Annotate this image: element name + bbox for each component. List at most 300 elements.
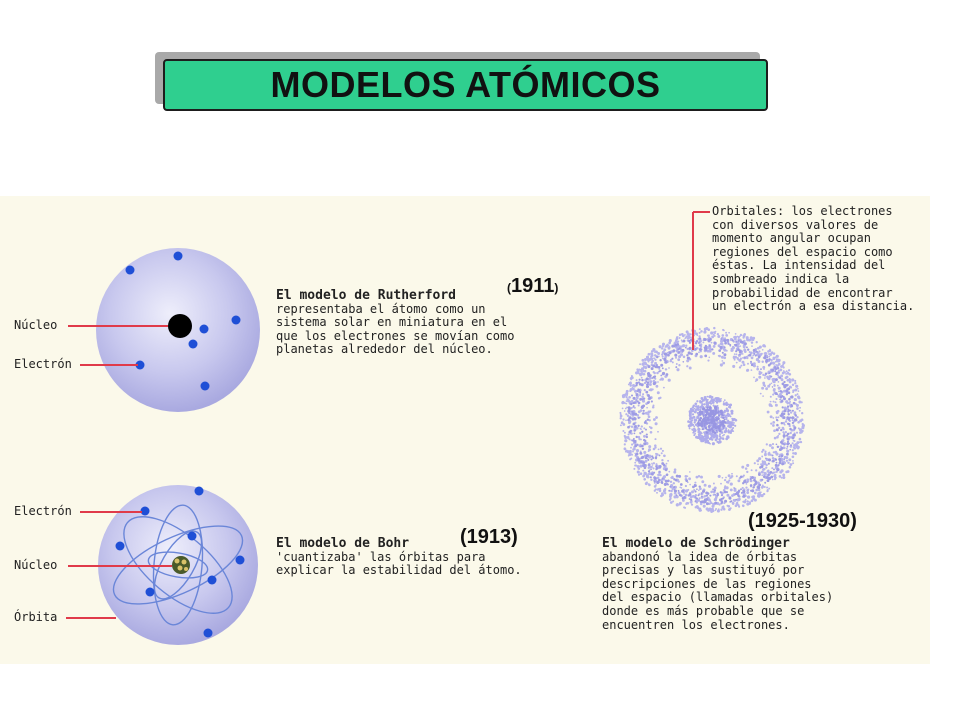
orbital-speck — [787, 446, 789, 448]
orbital-speck — [770, 401, 772, 403]
orbital-speck — [729, 426, 731, 428]
orbital-speck — [796, 404, 799, 407]
orbital-speck — [689, 427, 691, 429]
orbital-speck — [641, 363, 644, 366]
orbital-speck — [719, 424, 721, 426]
orbital-speck — [786, 448, 788, 450]
orbital-speck — [624, 439, 627, 442]
orbital-speck — [783, 434, 786, 437]
orbital-speck — [736, 362, 738, 364]
orbital-speck — [696, 407, 698, 409]
orbital-speck — [687, 475, 689, 477]
orbital-speck — [689, 367, 692, 370]
orbital-speck — [767, 357, 769, 359]
orbitals-note-line: regiones del espacio como — [712, 244, 893, 259]
orbital-speck — [775, 416, 777, 418]
orbital-speck — [782, 383, 785, 386]
orbital-speck — [700, 355, 703, 358]
orbital-speck — [650, 431, 653, 434]
orbital-speck — [711, 418, 713, 420]
orbital-speck — [714, 332, 716, 334]
orbital-speck — [746, 369, 749, 372]
orbital-speck — [631, 411, 633, 413]
orbital-speck — [765, 387, 768, 390]
orbital-speck — [742, 353, 744, 355]
orbital-speck — [801, 412, 803, 414]
orbital-speck — [674, 354, 677, 357]
orbital-speck — [750, 484, 753, 487]
orbital-speck — [762, 349, 764, 351]
orbital-speck — [637, 459, 640, 462]
orbital-speck — [783, 416, 786, 419]
orbital-speck — [681, 345, 683, 347]
orbital-speck — [637, 425, 639, 427]
orbital-speck — [775, 401, 777, 403]
orbital-speck — [727, 414, 730, 417]
orbital-speck — [646, 436, 648, 438]
orbital-speck — [673, 486, 675, 488]
orbital-speck — [717, 333, 719, 335]
orbital-speck — [642, 412, 645, 415]
orbital-speck — [752, 487, 754, 489]
orbital-speck — [692, 413, 694, 415]
orbital-speck — [735, 350, 737, 352]
orbital-speck — [745, 467, 748, 470]
orbital-speck — [727, 410, 729, 412]
orbital-speck — [634, 407, 636, 409]
orbital-speck — [740, 334, 742, 336]
orbital-speck — [789, 432, 791, 434]
orbital-speck — [696, 476, 699, 479]
electron-dot — [116, 542, 125, 551]
orbital-speck — [701, 421, 704, 424]
orbital-speck — [651, 463, 653, 465]
orbital-speck — [793, 447, 795, 449]
orbital-speck — [658, 488, 660, 490]
orbital-speck — [620, 415, 623, 418]
bohr-electron-label: Electrón — [14, 504, 72, 518]
orbital-speck — [762, 374, 764, 376]
orbital-speck — [770, 476, 773, 479]
orbital-speck — [655, 422, 658, 425]
orbital-speck — [637, 417, 639, 419]
orbital-speck — [732, 365, 735, 368]
orbital-speck — [757, 495, 760, 498]
orbital-speck — [712, 510, 715, 513]
orbital-speck — [710, 338, 712, 340]
orbital-speck — [705, 414, 707, 416]
orbital-speck — [674, 489, 676, 491]
orbital-speck — [646, 377, 649, 380]
orbital-speck — [691, 490, 694, 493]
orbital-speck — [677, 343, 679, 345]
orbital-speck — [620, 424, 622, 426]
orbital-speck — [631, 443, 633, 445]
orbital-speck — [696, 400, 698, 402]
orbital-speck — [636, 452, 638, 454]
orbital-speck — [682, 497, 685, 500]
orbital-speck — [743, 363, 746, 366]
orbital-speck — [645, 420, 647, 422]
orbital-speck — [762, 395, 764, 397]
orbital-speck — [648, 470, 650, 472]
orbital-speck — [653, 418, 656, 421]
orbital-speck — [699, 328, 701, 330]
orbital-speck — [772, 479, 774, 481]
orbital-speck — [644, 440, 646, 442]
orbital-speck — [772, 424, 775, 427]
orbital-speck — [706, 401, 709, 404]
electron-dot — [204, 629, 213, 638]
orbital-speck — [630, 403, 632, 405]
orbital-speck — [637, 400, 639, 402]
orbital-speck — [751, 341, 753, 343]
orbital-speck — [637, 389, 640, 392]
orbital-speck — [734, 353, 736, 355]
orbital-speck — [697, 494, 699, 496]
orbital-speck — [707, 399, 709, 401]
orbital-speck — [699, 409, 701, 411]
electron-dot — [236, 556, 245, 565]
orbital-speck — [796, 432, 798, 434]
orbital-speck — [789, 428, 792, 431]
orbital-speck — [641, 445, 644, 448]
orbital-speck — [633, 405, 635, 407]
orbital-speck — [782, 406, 784, 408]
orbital-speck — [663, 387, 665, 389]
orbital-speck — [649, 380, 652, 383]
orbital-speck — [772, 357, 775, 360]
orbital-speck — [787, 405, 789, 407]
orbital-speck — [718, 349, 721, 352]
orbital-speck — [719, 437, 721, 439]
rutherford-desc-line: sistema solar en miniatura en el — [276, 315, 508, 330]
orbital-speck — [712, 488, 714, 490]
orbital-speck — [646, 454, 649, 457]
orbital-speck — [717, 335, 720, 338]
orbital-speck — [630, 447, 632, 449]
orbital-speck — [726, 435, 729, 438]
orbital-speck — [731, 473, 733, 475]
orbital-speck — [774, 476, 777, 479]
orbital-speck — [790, 444, 792, 446]
orbital-speck — [782, 427, 785, 430]
orbital-speck — [777, 420, 779, 422]
orbital-speck — [774, 437, 777, 440]
schrodinger-desc-line: del espacio (llamadas orbitales) — [602, 590, 834, 605]
orbital-speck — [647, 473, 649, 475]
orbital-speck — [631, 425, 633, 427]
orbital-speck — [732, 339, 734, 341]
orbital-speck — [727, 481, 729, 483]
orbital-speck — [728, 421, 731, 424]
orbital-speck — [715, 430, 717, 432]
orbital-speck — [710, 433, 712, 435]
orbital-speck — [786, 450, 789, 453]
orbital-speck — [626, 394, 628, 396]
orbital-speck — [647, 401, 650, 404]
orbital-speck — [667, 354, 670, 357]
orbital-speck — [778, 387, 781, 390]
orbital-speck — [709, 413, 712, 416]
orbital-speck — [722, 362, 725, 365]
orbital-speck — [624, 435, 626, 437]
orbital-speck — [678, 364, 680, 366]
orbital-speck — [767, 385, 770, 388]
orbital-speck — [639, 391, 641, 393]
orbital-speck — [759, 346, 762, 349]
orbital-speck — [629, 384, 631, 386]
orbital-speck — [689, 347, 692, 350]
orbital-speck — [698, 335, 700, 337]
orbital-speck — [681, 349, 684, 352]
orbital-speck — [678, 492, 681, 495]
orbital-speck — [768, 474, 770, 476]
orbital-speck — [772, 381, 774, 383]
orbital-speck — [720, 491, 722, 493]
orbital-speck — [680, 483, 683, 486]
orbital-speck — [659, 471, 661, 473]
orbital-speck — [656, 492, 658, 494]
orbital-speck — [789, 449, 791, 451]
orbital-speck — [787, 423, 789, 425]
orbital-speck — [715, 409, 717, 411]
orbital-speck — [705, 491, 708, 494]
orbital-speck — [749, 503, 751, 505]
orbital-speck — [668, 346, 670, 348]
orbital-speck — [624, 432, 626, 434]
orbital-speck — [630, 458, 632, 460]
orbital-speck — [703, 403, 705, 405]
orbital-speck — [701, 495, 703, 497]
orbital-speck — [634, 425, 637, 428]
orbital-speck — [655, 456, 657, 458]
orbital-speck — [735, 499, 737, 501]
orbital-speck — [637, 465, 640, 468]
orbital-speck — [766, 486, 768, 488]
orbital-speck — [635, 382, 638, 385]
orbital-speck — [742, 501, 744, 503]
orbital-speck — [694, 348, 697, 351]
orbital-speck — [642, 470, 644, 472]
orbital-speck — [735, 341, 737, 343]
orbital-speck — [627, 415, 630, 418]
orbital-speck — [689, 333, 691, 335]
orbital-speck — [642, 370, 644, 372]
orbital-speck — [772, 417, 774, 419]
orbital-speck — [758, 376, 761, 379]
orbital-speck — [659, 474, 661, 476]
orbital-speck — [779, 462, 782, 465]
orbital-speck — [777, 416, 779, 418]
orbital-speck — [768, 458, 771, 461]
orbital-speck — [794, 388, 797, 391]
orbital-speck — [788, 411, 790, 413]
orbital-speck — [798, 390, 800, 392]
schrodinger-heading: El modelo de Schrödinger — [602, 536, 790, 551]
orbital-speck — [699, 400, 701, 402]
orbital-speck — [668, 471, 670, 473]
orbital-speck — [670, 477, 672, 479]
orbital-speck — [646, 475, 649, 478]
page-title: MODELOS ATÓMICOS — [270, 64, 661, 105]
orbital-speck — [787, 441, 789, 443]
orbital-speck — [624, 447, 626, 449]
orbital-speck — [736, 353, 738, 355]
orbital-speck — [792, 460, 794, 462]
orbital-speck — [760, 368, 762, 370]
orbital-speck — [689, 471, 691, 473]
orbital-speck — [646, 457, 648, 459]
orbital-speck — [704, 484, 707, 487]
orbital-speck — [778, 370, 780, 372]
orbital-speck — [628, 406, 631, 409]
orbital-speck — [700, 406, 702, 408]
orbital-speck — [749, 339, 752, 342]
orbital-speck — [797, 393, 799, 395]
orbital-speck — [740, 365, 742, 367]
orbital-speck — [698, 419, 701, 422]
orbital-speck — [750, 361, 752, 363]
orbital-speck — [746, 483, 748, 485]
orbital-speck — [628, 455, 630, 457]
orbital-speck — [732, 503, 734, 505]
orbital-speck — [703, 338, 706, 341]
orbital-speck — [731, 412, 734, 415]
orbital-speck — [695, 332, 698, 335]
orbital-speck — [714, 494, 716, 496]
orbital-speck — [694, 482, 696, 484]
orbital-speck — [722, 352, 724, 354]
orbital-speck — [713, 345, 716, 348]
orbital-speck — [622, 408, 624, 410]
orbital-speck — [671, 345, 674, 348]
orbital-speck — [772, 378, 774, 380]
orbital-speck — [786, 370, 788, 372]
orbital-speck — [650, 479, 652, 481]
orbital-speck — [783, 433, 785, 435]
orbital-speck — [761, 456, 763, 458]
orbital-speck — [768, 358, 770, 360]
orbital-speck — [700, 510, 702, 512]
orbital-speck — [670, 481, 672, 483]
orbital-speck — [701, 480, 704, 483]
orbital-speck — [659, 454, 661, 456]
orbital-speck — [774, 471, 776, 473]
orbital-speck — [775, 464, 778, 467]
orbital-speck — [711, 348, 713, 350]
orbital-speck — [738, 343, 740, 345]
orbital-speck — [707, 437, 709, 439]
orbital-speck — [716, 437, 718, 439]
orbital-speck — [638, 404, 640, 406]
orbital-speck — [640, 439, 642, 441]
orbitals-note-line: un electrón a esa distancia. — [712, 299, 915, 314]
orbital-speck — [792, 455, 795, 458]
orbital-speck — [647, 394, 650, 397]
orbital-speck — [627, 419, 629, 421]
orbital-speck — [636, 393, 639, 396]
orbital-speck — [647, 411, 650, 414]
orbital-speck — [697, 506, 700, 509]
orbital-speck — [648, 397, 651, 400]
orbital-speck — [741, 466, 744, 469]
orbital-speck — [792, 462, 794, 464]
orbital-speck — [739, 353, 741, 355]
orbital-speck — [756, 368, 759, 371]
orbital-speck — [744, 342, 747, 345]
orbital-speck — [794, 380, 796, 382]
orbital-speck — [776, 412, 779, 415]
orbital-speck — [770, 396, 772, 398]
orbital-speck — [734, 338, 737, 341]
orbital-speck — [628, 433, 630, 435]
orbital-speck — [657, 481, 659, 483]
orbital-speck — [792, 410, 794, 412]
orbital-speck — [778, 363, 781, 366]
orbital-speck — [673, 350, 675, 352]
orbital-speck — [769, 404, 772, 407]
rutherford-year: (1911) — [507, 275, 559, 297]
orbital-speck — [776, 443, 778, 445]
orbital-speck — [694, 410, 697, 413]
orbital-speck — [676, 341, 679, 344]
orbital-speck — [663, 348, 666, 351]
orbital-speck — [643, 464, 646, 467]
orbital-speck — [785, 456, 787, 458]
orbital-speck — [746, 471, 748, 473]
orbital-speck — [639, 379, 641, 381]
schrodinger-orbital-cloud — [619, 327, 805, 513]
orbital-speck — [686, 359, 689, 362]
orbital-speck — [765, 360, 768, 363]
orbital-speck — [700, 476, 703, 479]
orbital-speck — [676, 368, 679, 371]
orbital-speck — [696, 340, 699, 343]
orbital-speck — [628, 412, 630, 414]
orbital-speck — [665, 353, 667, 355]
orbital-speck — [710, 410, 713, 413]
orbital-speck — [765, 467, 767, 469]
orbital-speck — [775, 378, 778, 381]
orbital-speck — [714, 335, 716, 337]
orbital-speck — [796, 407, 799, 410]
orbital-speck — [684, 337, 686, 339]
orbital-speck — [729, 477, 731, 479]
orbital-speck — [667, 460, 669, 462]
orbital-speck — [739, 366, 741, 368]
orbital-speck — [786, 376, 789, 379]
orbital-speck — [622, 394, 625, 397]
orbital-speck — [708, 340, 710, 342]
orbital-speck — [707, 396, 709, 398]
orbital-speck — [640, 428, 642, 430]
orbital-speck — [691, 503, 693, 505]
orbital-speck — [736, 357, 739, 360]
orbital-speck — [781, 463, 784, 466]
orbital-speck — [631, 394, 633, 396]
orbital-speck — [733, 499, 736, 502]
orbital-speck — [636, 436, 638, 438]
orbital-speck — [687, 357, 690, 360]
orbital-speck — [702, 341, 704, 343]
orbital-speck — [781, 455, 784, 458]
orbital-speck — [628, 399, 630, 401]
orbital-speck — [619, 412, 621, 414]
orbital-speck — [789, 463, 792, 466]
orbital-speck — [689, 414, 692, 417]
orbital-speck — [704, 438, 706, 440]
